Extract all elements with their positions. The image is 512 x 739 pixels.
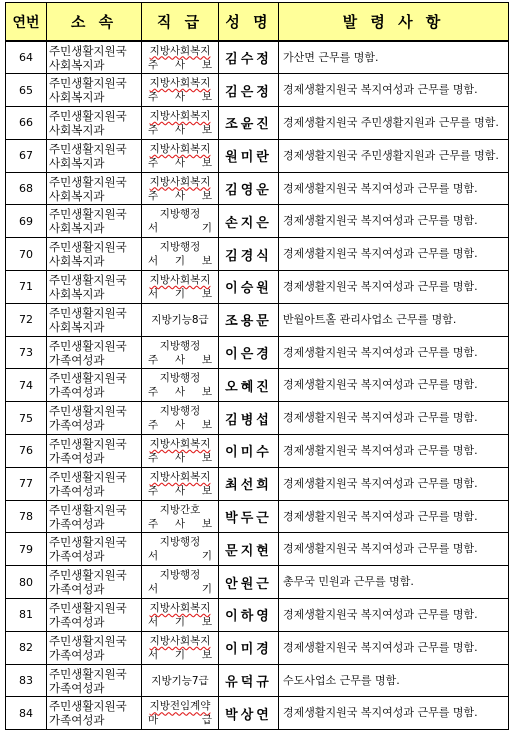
row-department bbox=[47, 172, 142, 205]
row-order-detail bbox=[279, 303, 509, 336]
department-bureau: 주민생활지원국 bbox=[49, 43, 127, 58]
rank-grade: 서 기 보 bbox=[148, 287, 212, 300]
rank-series: 지방사회복지 bbox=[149, 634, 211, 647]
row-number: 84 bbox=[6, 697, 47, 730]
row-department bbox=[47, 533, 142, 566]
row-order-detail bbox=[279, 205, 509, 238]
department-division: 사회복지과 bbox=[49, 188, 105, 203]
header-order-detail: 발 령 사 항 bbox=[279, 3, 509, 42]
row-person-name: 원미란 bbox=[219, 139, 279, 172]
table-body bbox=[6, 41, 509, 730]
department-division: 가족여성과 bbox=[49, 516, 105, 531]
row-rank bbox=[142, 631, 219, 664]
rank-grade: 마 급 bbox=[148, 714, 212, 727]
order-detail-text: 수도사업소 근무를 명함. bbox=[283, 673, 400, 687]
department-bureau: 주민생활지원국 bbox=[49, 404, 127, 419]
row-department bbox=[47, 369, 142, 402]
row-order-detail bbox=[279, 369, 509, 402]
rank-grade: 주 사 보 bbox=[148, 484, 212, 497]
table-row bbox=[6, 500, 509, 533]
row-order-detail bbox=[279, 533, 509, 566]
row-number: 82 bbox=[6, 631, 47, 664]
header-department: 소 속 bbox=[47, 3, 142, 42]
rank-grade: 주 사 보 bbox=[148, 156, 212, 169]
row-number: 75 bbox=[6, 402, 47, 435]
header-rank: 직 급 bbox=[142, 3, 219, 42]
row-number: 74 bbox=[6, 369, 47, 402]
row-person-name: 최선희 bbox=[219, 467, 279, 500]
row-number: 78 bbox=[6, 500, 47, 533]
row-person-name: 안원근 bbox=[219, 566, 279, 599]
row-order-detail bbox=[279, 566, 509, 599]
order-detail-text: 경제생활지원국 복지여성과 근무를 명함. bbox=[283, 476, 478, 490]
table-row bbox=[6, 664, 509, 697]
rank-series: 지방사회복지 bbox=[149, 77, 211, 90]
department-bureau: 주민생활지원국 bbox=[49, 502, 127, 517]
table-row bbox=[6, 402, 509, 435]
department-bureau: 주민생활지원국 bbox=[49, 600, 127, 615]
order-detail-text: 경제생활지원국 복지여성과 근무를 명함. bbox=[283, 345, 478, 359]
table-row bbox=[6, 303, 509, 336]
row-number: 73 bbox=[6, 336, 47, 369]
row-order-detail bbox=[279, 271, 509, 304]
rank-series: 지방사회복지 bbox=[149, 273, 211, 286]
row-person-name: 이하영 bbox=[219, 599, 279, 632]
department-division: 가족여성과 bbox=[49, 680, 105, 695]
row-rank bbox=[142, 107, 219, 140]
order-detail-text: 경제생활지원국 복지여성과 근무를 명함. bbox=[283, 181, 478, 195]
rank-series: 지방행정 bbox=[159, 339, 201, 352]
row-number: 79 bbox=[6, 533, 47, 566]
row-department bbox=[47, 467, 142, 500]
rank-series: 지방전임계약 bbox=[149, 700, 211, 713]
rank-series: 지방간호 bbox=[159, 503, 201, 516]
row-rank bbox=[142, 238, 219, 271]
department-division: 가족여성과 bbox=[49, 582, 105, 597]
row-rank bbox=[142, 467, 219, 500]
row-department bbox=[47, 303, 142, 336]
department-division: 사회복지과 bbox=[49, 155, 105, 170]
table-row bbox=[6, 74, 509, 107]
order-detail-text: 경제생활지원국 복지여성과 근무를 명함. bbox=[283, 83, 478, 97]
department-bureau: 주민생활지원국 bbox=[49, 76, 127, 91]
order-detail-text: 경제생활지원국 복지여성과 근무를 명함. bbox=[283, 706, 478, 720]
order-detail-text: 경제생활지원국 복지여성과 근무를 명함. bbox=[283, 411, 478, 425]
rank-grade: 서 기 bbox=[148, 222, 212, 235]
row-order-detail bbox=[279, 107, 509, 140]
row-rank bbox=[142, 303, 219, 336]
rank-grade: 주 사 보 bbox=[148, 419, 212, 432]
rank-grade: 주 사 보 bbox=[148, 353, 212, 366]
department-bureau: 주민생활지원국 bbox=[49, 633, 127, 648]
order-detail-text: 경제생활지원국 주민생활지원과 근무를 명함. bbox=[283, 148, 499, 162]
row-department bbox=[47, 697, 142, 730]
row-order-detail bbox=[279, 697, 509, 730]
rank-series: 지방행정 bbox=[159, 241, 201, 254]
department-bureau: 주민생활지원국 bbox=[49, 305, 127, 320]
row-rank bbox=[142, 664, 219, 697]
row-person-name: 이미경 bbox=[219, 631, 279, 664]
row-rank bbox=[142, 435, 219, 468]
row-person-name: 김수정 bbox=[219, 41, 279, 74]
header-number: 연번 bbox=[6, 3, 47, 42]
row-order-detail bbox=[279, 500, 509, 533]
department-division: 사회복지과 bbox=[49, 319, 105, 334]
row-rank bbox=[142, 533, 219, 566]
department-bureau: 주민생활지원국 bbox=[49, 666, 127, 681]
row-department bbox=[47, 74, 142, 107]
department-division: 사회복지과 bbox=[49, 286, 105, 301]
row-number: 76 bbox=[6, 435, 47, 468]
row-person-name: 유덕규 bbox=[219, 664, 279, 697]
department-division: 가족여성과 bbox=[49, 418, 105, 433]
rank-series: 지방기능7급 bbox=[151, 674, 209, 687]
row-person-name: 오혜진 bbox=[219, 369, 279, 402]
rank-series: 지방행정 bbox=[159, 208, 201, 221]
row-rank bbox=[142, 336, 219, 369]
department-division: 가족여성과 bbox=[49, 713, 105, 728]
row-department bbox=[47, 435, 142, 468]
order-detail-text: 경제생활지원국 복지여성과 근무를 명함. bbox=[283, 607, 478, 621]
rank-series: 지방행정 bbox=[159, 405, 201, 418]
department-division: 사회복지과 bbox=[49, 254, 105, 269]
row-person-name: 손지은 bbox=[219, 205, 279, 238]
department-division: 가족여성과 bbox=[49, 483, 105, 498]
rank-series: 지방기능8급 bbox=[151, 313, 209, 326]
row-person-name: 조윤진 bbox=[219, 107, 279, 140]
row-number: 81 bbox=[6, 599, 47, 632]
order-detail-text: 경제생활지원국 복지여성과 근무를 명함. bbox=[283, 214, 478, 228]
rank-series: 지방사회복지 bbox=[149, 437, 211, 450]
department-division: 사회복지과 bbox=[49, 57, 105, 72]
table-row bbox=[6, 139, 509, 172]
rank-grade: 주 사 보 bbox=[148, 189, 212, 202]
row-order-detail bbox=[279, 631, 509, 664]
row-person-name: 이은경 bbox=[219, 336, 279, 369]
row-rank bbox=[142, 500, 219, 533]
order-detail-text: 총무국 민원과 근무를 명함. bbox=[283, 575, 414, 589]
row-department bbox=[47, 205, 142, 238]
row-department bbox=[47, 139, 142, 172]
department-bureau: 주민생활지원국 bbox=[49, 535, 127, 550]
row-person-name: 김병섭 bbox=[219, 402, 279, 435]
order-detail-text: 경제생활지원국 복지여성과 근무를 명함. bbox=[283, 247, 478, 261]
row-rank bbox=[142, 139, 219, 172]
row-department bbox=[47, 566, 142, 599]
table-row bbox=[6, 41, 509, 74]
order-detail-text: 경제생활지원국 복지여성과 근무를 명함. bbox=[283, 279, 478, 293]
row-department bbox=[47, 500, 142, 533]
rank-series: 지방행정 bbox=[159, 569, 201, 582]
row-number: 68 bbox=[6, 172, 47, 205]
row-number: 67 bbox=[6, 139, 47, 172]
rank-grade: 서 기 bbox=[148, 550, 212, 563]
department-division: 가족여성과 bbox=[49, 385, 105, 400]
row-order-detail bbox=[279, 172, 509, 205]
row-department bbox=[47, 599, 142, 632]
order-detail-text: 반월아트홀 관리사업소 근무를 명함. bbox=[283, 312, 457, 326]
department-bureau: 주민생활지원국 bbox=[49, 174, 127, 189]
row-department bbox=[47, 664, 142, 697]
department-bureau: 주민생활지원국 bbox=[49, 371, 127, 386]
rank-series: 지방사회복지 bbox=[149, 142, 211, 155]
rank-grade: 주 사 보 bbox=[148, 517, 212, 530]
table-row bbox=[6, 172, 509, 205]
rank-series: 지방사회복지 bbox=[149, 109, 211, 122]
rank-series: 지방사회복지 bbox=[149, 601, 211, 614]
table-row bbox=[6, 631, 509, 664]
personnel-order-table bbox=[5, 2, 509, 730]
row-order-detail bbox=[279, 435, 509, 468]
department-bureau: 주민생활지원국 bbox=[49, 207, 127, 222]
department-bureau: 주민생활지원국 bbox=[49, 272, 127, 287]
row-department bbox=[47, 631, 142, 664]
row-department bbox=[47, 402, 142, 435]
row-person-name: 김영운 bbox=[219, 172, 279, 205]
header-name: 성 명 bbox=[219, 3, 279, 42]
department-bureau: 주민생활지원국 bbox=[49, 108, 127, 123]
rank-grade: 서 기 보 bbox=[148, 255, 212, 268]
department-bureau: 주민생활지원국 bbox=[49, 240, 127, 255]
table-row bbox=[6, 107, 509, 140]
row-person-name: 박두근 bbox=[219, 500, 279, 533]
table-row bbox=[6, 467, 509, 500]
row-order-detail bbox=[279, 139, 509, 172]
department-division: 가족여성과 bbox=[49, 614, 105, 629]
table-row bbox=[6, 205, 509, 238]
table-row bbox=[6, 271, 509, 304]
row-person-name: 김경식 bbox=[219, 238, 279, 271]
department-bureau: 주민생활지원국 bbox=[49, 338, 127, 353]
row-rank bbox=[142, 369, 219, 402]
rank-series: 지방행정 bbox=[159, 536, 201, 549]
row-order-detail bbox=[279, 41, 509, 74]
department-bureau: 주민생활지원국 bbox=[49, 469, 127, 484]
rank-grade: 주 사 보 bbox=[148, 386, 212, 399]
row-person-name: 김은정 bbox=[219, 74, 279, 107]
table-row bbox=[6, 599, 509, 632]
department-bureau: 주민생활지원국 bbox=[49, 699, 127, 714]
order-detail-text: 경제생활지원국 복지여성과 근무를 명함. bbox=[283, 509, 478, 523]
row-number: 77 bbox=[6, 467, 47, 500]
rank-series: 지방사회복지 bbox=[149, 175, 211, 188]
row-department bbox=[47, 238, 142, 271]
table-row bbox=[6, 566, 509, 599]
department-bureau: 주민생활지원국 bbox=[49, 141, 127, 156]
row-department bbox=[47, 271, 142, 304]
rank-grade: 서 기 bbox=[148, 583, 212, 596]
row-rank bbox=[142, 172, 219, 205]
row-rank bbox=[142, 599, 219, 632]
row-number: 66 bbox=[6, 107, 47, 140]
order-detail-text: 가산면 근무를 명함. bbox=[283, 50, 379, 64]
row-rank bbox=[142, 566, 219, 599]
row-person-name: 박상연 bbox=[219, 697, 279, 730]
department-division: 사회복지과 bbox=[49, 221, 105, 236]
order-detail-text: 경제생활지원국 복지여성과 근무를 명함. bbox=[283, 378, 478, 392]
row-order-detail bbox=[279, 336, 509, 369]
department-division: 가족여성과 bbox=[49, 549, 105, 564]
row-number: 70 bbox=[6, 238, 47, 271]
row-person-name: 이승원 bbox=[219, 271, 279, 304]
table-row bbox=[6, 369, 509, 402]
table-row bbox=[6, 336, 509, 369]
row-rank bbox=[142, 271, 219, 304]
row-number: 64 bbox=[6, 41, 47, 74]
row-number: 72 bbox=[6, 303, 47, 336]
row-order-detail bbox=[279, 238, 509, 271]
rank-grade: 주 사 보 bbox=[148, 58, 212, 71]
row-department bbox=[47, 336, 142, 369]
table-row bbox=[6, 238, 509, 271]
rank-series: 지방사회복지 bbox=[149, 470, 211, 483]
row-order-detail bbox=[279, 467, 509, 500]
order-detail-text: 경제생활지원국 주민생활지원과 근무를 명함. bbox=[283, 115, 499, 129]
row-order-detail bbox=[279, 402, 509, 435]
row-number: 71 bbox=[6, 271, 47, 304]
row-rank bbox=[142, 74, 219, 107]
row-person-name: 조용문 bbox=[219, 303, 279, 336]
table-row bbox=[6, 533, 509, 566]
order-detail-text: 경제생활지원국 복지여성과 근무를 명함. bbox=[283, 542, 478, 556]
row-rank bbox=[142, 697, 219, 730]
department-bureau: 주민생활지원국 bbox=[49, 568, 127, 583]
row-department bbox=[47, 107, 142, 140]
order-detail-text: 경제생활지원국 복지여성과 근무를 명함. bbox=[283, 640, 478, 654]
rank-grade: 서 기 보 bbox=[148, 648, 212, 661]
row-rank bbox=[142, 41, 219, 74]
row-rank bbox=[142, 205, 219, 238]
department-division: 사회복지과 bbox=[49, 122, 105, 137]
department-division: 가족여성과 bbox=[49, 450, 105, 465]
row-number: 83 bbox=[6, 664, 47, 697]
row-number: 80 bbox=[6, 566, 47, 599]
department-division: 가족여성과 bbox=[49, 647, 105, 662]
personnel-table-container bbox=[5, 2, 508, 730]
table-header-row bbox=[6, 3, 509, 42]
department-bureau: 주민생활지원국 bbox=[49, 436, 127, 451]
department-division: 사회복지과 bbox=[49, 90, 105, 105]
row-number: 65 bbox=[6, 74, 47, 107]
row-person-name: 이미수 bbox=[219, 435, 279, 468]
row-rank bbox=[142, 402, 219, 435]
table-row bbox=[6, 697, 509, 730]
row-order-detail bbox=[279, 599, 509, 632]
rank-grade: 주 사 보 bbox=[148, 91, 212, 104]
rank-series: 지방사회복지 bbox=[149, 44, 211, 57]
row-department bbox=[47, 41, 142, 74]
row-order-detail bbox=[279, 664, 509, 697]
row-number: 69 bbox=[6, 205, 47, 238]
row-person-name: 문지현 bbox=[219, 533, 279, 566]
rank-grade: 주 사 보 bbox=[148, 123, 212, 136]
row-order-detail bbox=[279, 74, 509, 107]
rank-series: 지방행정 bbox=[159, 372, 201, 385]
department-division: 가족여성과 bbox=[49, 352, 105, 367]
rank-grade: 주 사 보 bbox=[148, 451, 212, 464]
rank-grade: 서 기 보 bbox=[148, 615, 212, 628]
order-detail-text: 경제생활지원국 복지여성과 근무를 명함. bbox=[283, 443, 478, 457]
table-row bbox=[6, 435, 509, 468]
